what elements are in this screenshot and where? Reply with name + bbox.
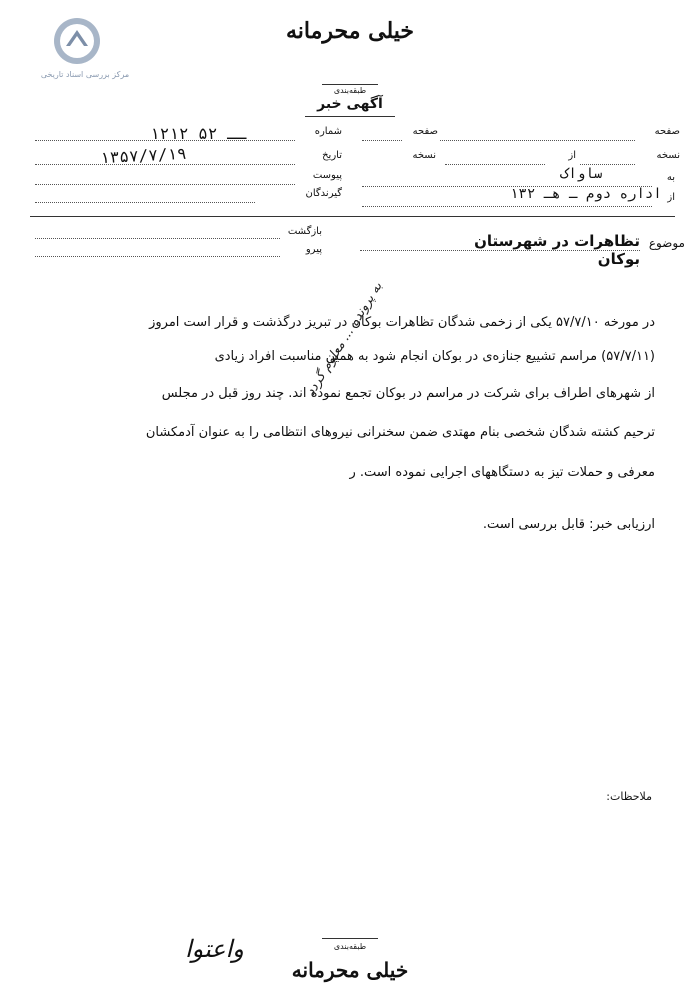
recipients-label: گیرندگان bbox=[305, 188, 342, 199]
copy-label: نسخه bbox=[656, 150, 680, 161]
number-value: ۱۲۱۲ ــ ۵۲ bbox=[150, 124, 247, 143]
subject-value: تظاهرات در شهرستان بوکان bbox=[474, 232, 640, 268]
number-label: شماره bbox=[314, 126, 342, 137]
copy2-label: نسخه bbox=[412, 150, 436, 161]
of-label: از bbox=[568, 150, 576, 161]
followup-dots bbox=[35, 256, 280, 257]
subject-label: موضوع bbox=[648, 236, 685, 250]
category-rule bbox=[322, 84, 378, 85]
signature: واعتوا bbox=[185, 935, 244, 963]
body-line-2: (۵۷/۷/۱۱) مراسم تشییع جنازه‌ی در بوکان انجام شود به همین مناسبت افراد زیادی bbox=[214, 349, 655, 364]
page-label: صفحه bbox=[654, 126, 680, 137]
archive-logo-text: مرکز بررسی اسناد تاریخی bbox=[40, 70, 130, 79]
body-line-4: ترحیم کشته شدگان شخصی بنام مهتدی ضمن سخنرانی نیروهای انتظامی را به عنوان آدمکشان bbox=[145, 425, 655, 440]
to-value: ساواک bbox=[560, 166, 603, 182]
archive-logo-icon bbox=[52, 16, 102, 66]
notes-label: ملاحظات: bbox=[606, 790, 652, 803]
date-label: تاریخ bbox=[322, 150, 342, 161]
classification-top: خیلی محرمانه bbox=[285, 18, 415, 44]
category-label: طبقه‌بندی bbox=[333, 86, 367, 95]
attachment-dots bbox=[35, 184, 295, 185]
category-underline bbox=[305, 116, 395, 117]
header-separator bbox=[30, 216, 675, 217]
from-label: از bbox=[667, 192, 675, 203]
body-line-3: از شهرهای اطراف برای شرکت در مراسم در بوکان تجمع نموده اند. چند روز قبل در مجلس bbox=[161, 386, 655, 401]
category-value: آگهی خبر bbox=[317, 96, 383, 112]
recipients-dots bbox=[35, 202, 255, 203]
date-dots bbox=[35, 164, 295, 165]
classification-bottom: خیلی محرمانه bbox=[291, 958, 409, 982]
footer-category-label: طبقه‌بندی bbox=[333, 942, 367, 951]
handwritten-note: به پرونده ... معلوم گردد bbox=[303, 279, 386, 399]
to-label: به bbox=[666, 172, 675, 183]
copy-dots bbox=[580, 164, 635, 165]
from-value: اداره دوم ـ هـ ۱۳۲ bbox=[510, 186, 662, 202]
return-label: بازگشت bbox=[287, 226, 322, 237]
evaluation-line: ارزیابی خبر: قابل بررسی است. bbox=[482, 517, 655, 532]
body-line-1: در مورخه ۵۷/۷/۱۰ یکی از زخمی شدگان تظاهرات بوکان در تبریز درگذشت و قرار است امروز bbox=[149, 315, 655, 330]
body-line-5: معرفی و حملات تیز به دستگاههای اجرایی نموده است. ر bbox=[349, 465, 655, 480]
page2-label: صفحه bbox=[412, 126, 438, 137]
subject-dots bbox=[360, 250, 640, 251]
followup-label: پیرو bbox=[305, 244, 322, 255]
return-dots bbox=[35, 238, 280, 239]
from-dots bbox=[362, 206, 652, 207]
footer-category-rule bbox=[322, 938, 378, 939]
of-dots bbox=[445, 164, 545, 165]
archive-logo bbox=[30, 16, 140, 86]
page-dots bbox=[440, 140, 635, 141]
attachment-label: پیوست bbox=[312, 170, 342, 181]
page2-dots bbox=[362, 140, 402, 141]
date-value: ۱۳۵۷/۷/۱۹ bbox=[99, 143, 188, 168]
